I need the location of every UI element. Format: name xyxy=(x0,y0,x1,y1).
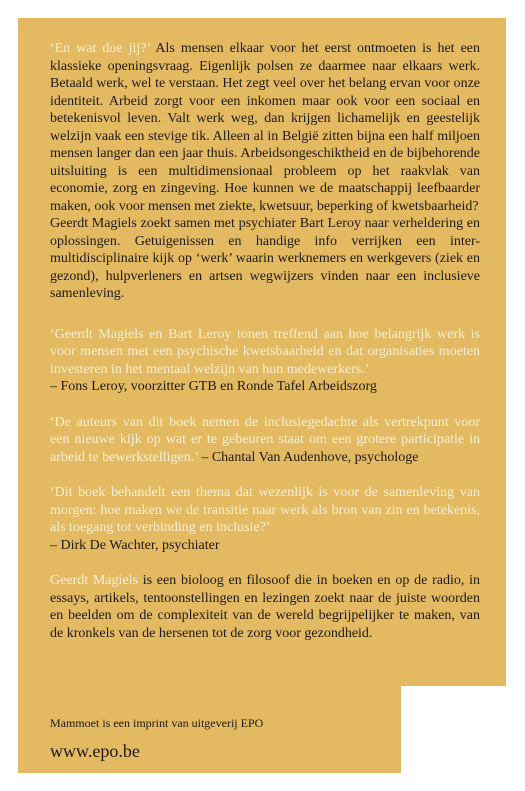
blurb xyxy=(50,40,480,303)
publisher-url[interactable]: www.epo.be xyxy=(50,741,140,761)
endorsement-author: – Chantal Van Audenhove, psychologe xyxy=(197,449,419,465)
author-bio-text xyxy=(50,572,480,642)
author-name: Geerdt Magiels xyxy=(50,573,138,588)
endorsement-text: ‘Dit boek behandelt een thema dat wezenlijk is voor de samenleving van morgen: hoe maken we de transitie naar werk als bron van zin en betekenis, als toegang tot verbinding en inclusie?’ xyxy=(50,485,480,535)
endorsement-1 xyxy=(50,326,480,396)
author-bio xyxy=(50,572,480,642)
blurb-paragraph-1-text: Als mensen elkaar voor het eerst ontmoeten is het een klassieke openingsvraag. Eigenlijk polsen ze daarmee naar elkaars werk. Betaald werk, wel te verstaan. Het zegt veel over het belang ervan voor onze identiteit. Arbeid zorgt voor een inkomen maar ook voor een sociaal en betekenisvol leven. Valt werk weg, dan krijgen lichamelijk en geestelijk welzijn vaak een stevige tik. Alleen al in België zitten bijna een half miljoen mensen langer dan een jaar thuis. Arbeidsongeschiktheid en de bijbehorende uitsluiting is een multidimensionaal probleem op het raakvlak van economie, zorg en zingeving. Hoe kunnen we de maatschappij leefbaarder maken, ook voor mensen met ziekte, kwetsuur, beperking of kwetsbaarheid? xyxy=(50,41,481,214)
author-bio-body: is een bioloog en filosoof die in boeken en op de radio, in essays, artikels, tentoonstellingen en lezingen zoekt naar de juiste woorden en beelden om de complexiteit van de wereld begrijpelijker te maken, van de kronkels van de hersenen tot de zorg voor gezondheid. xyxy=(50,573,480,641)
endorsement-author: – Dirk De Wachter, psychiater xyxy=(50,537,220,553)
opening-question: ‘En wat doe jij?’ xyxy=(50,41,151,56)
endorsement-3 xyxy=(50,484,480,554)
endorsement-2 xyxy=(50,414,480,467)
endorsement-text: ‘Geerdt Magiels en Bart Leroy tonen treffend aan hoe belangrijk werk is voor mensen met een psychische kwetsbaarheid en dat organisaties moeten investeren in het mentaal welzijn van hun medewerkers.’ xyxy=(50,326,480,377)
cover-cutout xyxy=(401,686,525,791)
blurb-paragraph-2: Geerdt Magiels zoekt samen met psychiater Bart Leroy naar verheldering en oplossingen. Getuigenissen en handige info verrijken een inter-multidisciplinaire kijk op ‘werk’ waarin werknemers en werkgevers (ziek en gezond), hulpverleners en artsen wegwijzers vinden naar een inclusieve samenleving. xyxy=(50,216,480,301)
imprint-note: Mammoet is een imprint van uitgeverij EPO xyxy=(50,716,264,730)
endorsement-author: – Fons Leroy, voorzitter GTB en Ronde Tafel Arbeidszorg xyxy=(50,379,377,394)
endorsements xyxy=(50,326,480,555)
endorsement-text: ‘De auteurs van dit boek nemen de inclusiegedachte als vertrekpunt voor een nieuwe kijk op wat er te gebeuren staat om een grotere participatie in arbeid te bewerkstelligen.’ xyxy=(50,414,480,465)
back-cover-text xyxy=(50,40,480,642)
blurb-paragraph-1 xyxy=(50,40,480,215)
